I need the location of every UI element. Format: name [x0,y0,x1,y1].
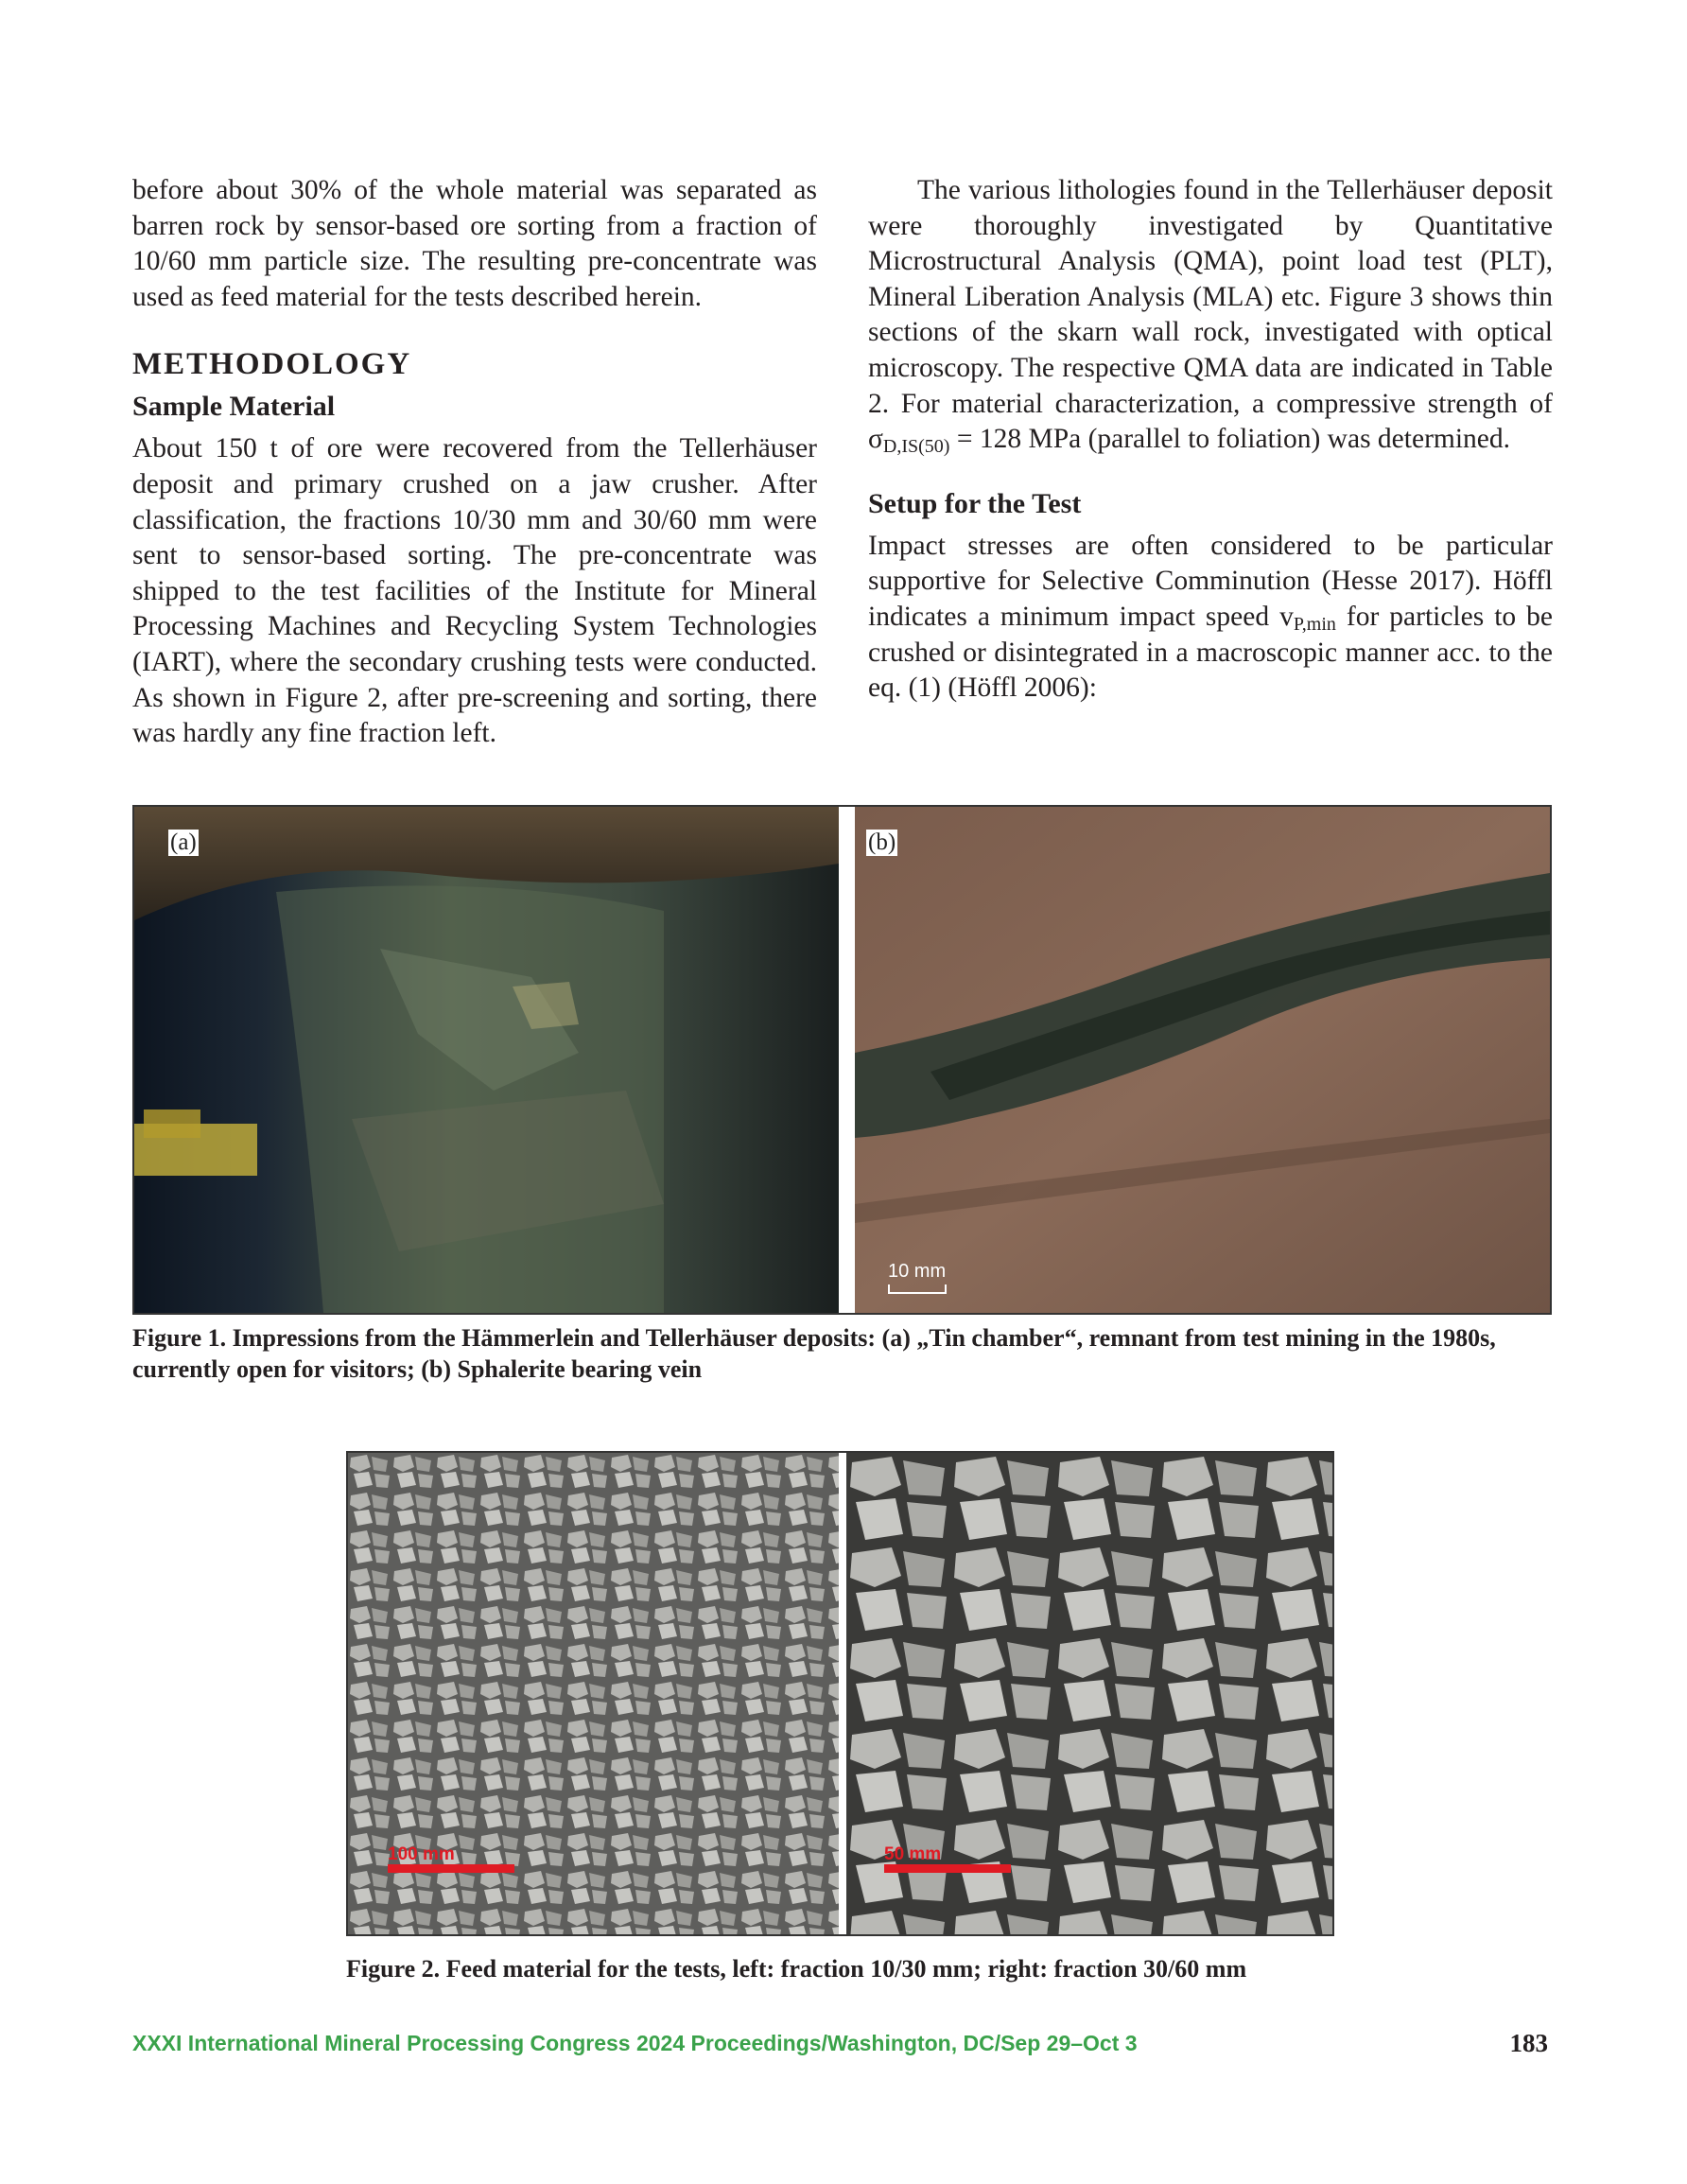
figure-2 [346,1451,1334,1936]
sigma-subscript: D,IS(50) [882,436,950,458]
figure-1-caption: Figure 1. Impressions from the Hämmerlein and Tellerhäuser deposits: (a) „Tin chamber“, remnant from test mining in the 1980s, currently open for visitors; (b) Sphalerite bearing vein [132,1324,1496,1383]
scale-bar-100mm-line [388,1864,514,1873]
scale-bar-50mm [884,1845,1011,1873]
scale-bar-label: 10 mm [888,1261,947,1282]
left-column [132,173,817,752]
page-number: 183 [1509,2029,1548,2057]
scale-bar-100mm-label: 100 mm [388,1844,455,1864]
figure-2-caption: Figure 2. Feed material for the tests, left: fraction 10/30 mm; right: fraction 30/60 mm [346,1955,1247,1983]
sphalerite-vein-photo [855,807,1550,1313]
figure-2-left-photo [348,1453,839,1934]
scale-bar-100mm [388,1845,514,1873]
section-heading-methodology: METHODOLOGY [132,347,412,382]
figure-1-panel-b-photo [855,807,1550,1313]
lithology-paragraph [868,173,1553,458]
sample-material-paragraph: About 150 t of ore were recovered from the Tellerhäuser deposit and primary crushed on a jaw crusher. After classification, the fractions 10/30 mm and 30/60 mm were sent to sensor-based sorting. The pre-concentrate was shipped to the test facilities of the Institute for Mineral Processing Machines and Recycling System Technologies (IART), where the secondary crushing tests were conducted. As shown in Figure 2, after pre-screening and sorting, there was hardly any fine fraction left. [132,433,817,749]
intro-paragraph: before about 30% of the whole material was separated as barren rock by sensor-based ore sorting from a fraction of 10/60 mm particle size. The resulting pre-concentrate was used as feed material for the tests described herein. [132,175,817,312]
figure-1-panel-a-photo [134,807,839,1313]
v-subscript: P,min [1293,613,1336,635]
figure-2-right-photo [846,1453,1332,1934]
setup-text-1: Impact stresses are often considered to be particular supportive for Selective Comminution (Hesse 2017). Höffl indicates a minimum impact speed v [868,530,1553,632]
figure-1 [132,805,1552,1315]
right-column [868,173,1553,707]
tin-chamber-photo [134,807,839,1313]
footer-proceedings-text: XXXI International Mineral Processing Congress 2024 Proceedings/Washington, DC/Sep 29–Oct 3 [132,2031,1138,2055]
panel-b-label: (b) [868,830,896,855]
scale-bar-50mm-line [884,1864,1011,1873]
scale-bar-50mm-label: 50 mm [884,1844,942,1864]
subheading-setup-for-test: Setup for the Test [868,487,1082,519]
scale-bar-line [888,1284,947,1294]
setup-text-2: for particles to be crushed or disintegrated in a macroscopic manner acc. to the eq. (1) (Höffl 2006): [868,601,1553,704]
panel-a-label: (a) [170,830,197,855]
subheading-sample-material: Sample Material [132,391,336,423]
lithology-text-2: = 128 MPa (parallel to foliation) was determined. [949,424,1511,455]
lithology-text-1: The various lithologies found in the Tellerhäuser deposit were thoroughly investigated by Quantitative Microstructural Analysis (QMA), point load test (PLT), Mineral Liberation Analysis (MLA) etc. Figure 3 shows thin sections of the skarn wall rock, investigated with optical microscopy. The respective QMA data are indicated in Table 2. For material characterization, a compressive strength of σ [868,175,1553,455]
page-footer [132,2026,1548,2060]
scale-bar-10mm [888,1261,947,1294]
setup-paragraph [868,529,1553,707]
